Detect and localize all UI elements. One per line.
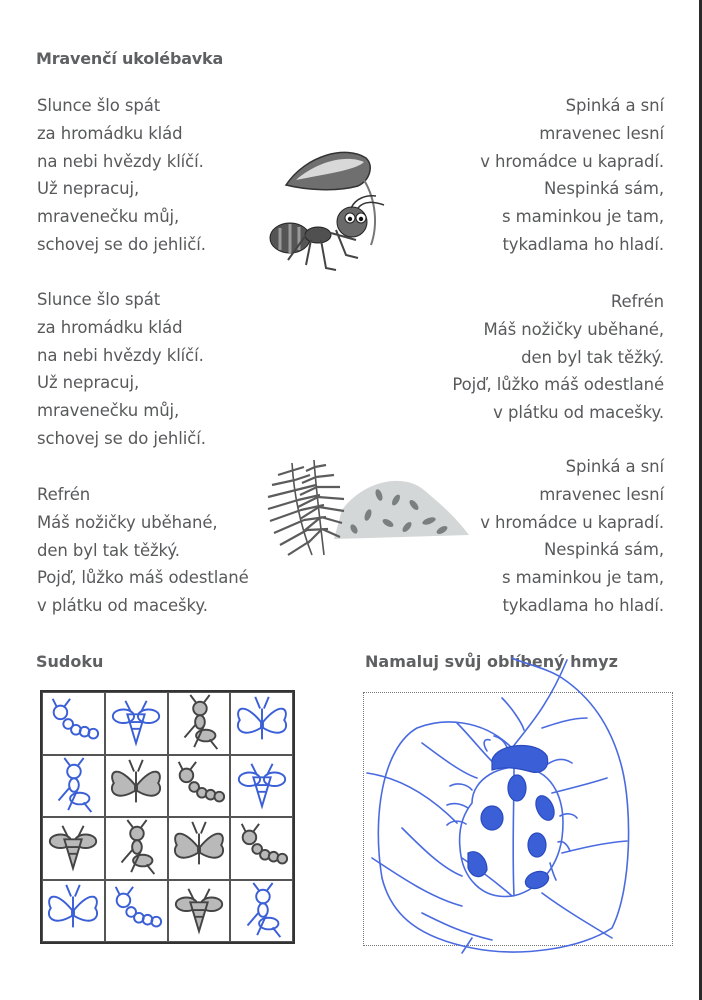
- bee-icon: [171, 883, 227, 939]
- verse-line: v plátku od macešky.: [493, 403, 664, 423]
- butterfly-icon: [234, 695, 290, 751]
- butterfly-icon: [45, 883, 101, 939]
- verse-line: Nespinká sám,: [544, 179, 664, 199]
- ant-icon: [108, 820, 164, 876]
- verse-line: Spinká a sní: [565, 457, 664, 476]
- verse-line: Máš nožičky uběhané,: [483, 319, 664, 339]
- bee-icon: [108, 695, 164, 751]
- sudoku-cell[interactable]: [230, 817, 293, 880]
- fern-anthill-illustration: [264, 455, 474, 565]
- caterpillar-icon: [45, 695, 101, 751]
- verse-line: Už nepracuj,: [37, 179, 140, 199]
- verse-line: mravenec lesní: [539, 484, 664, 504]
- verse-line: Máš nožičky uběhané,: [37, 512, 218, 532]
- verse-line: Refrén: [610, 292, 664, 311]
- stanza-left-1: [37, 92, 206, 259]
- verse-line: na nebi hvězdy klíčí.: [37, 345, 204, 365]
- stanza-right-refrain: [452, 288, 664, 427]
- verse-line: den byl tak těžký.: [37, 540, 180, 560]
- caterpillar-icon: [171, 758, 227, 814]
- sudoku-cell[interactable]: [168, 692, 231, 755]
- verse-line: Slunce šlo spát: [37, 96, 161, 115]
- verse-line: Spinká a sní: [565, 96, 664, 115]
- verse-line: s maminkou je tam,: [502, 207, 664, 227]
- verse-line: schovej se do jehličí.: [37, 234, 206, 254]
- drawing-title: Namaluj svůj oblíbený hmyz: [365, 652, 618, 671]
- sudoku-cell[interactable]: [105, 755, 168, 818]
- verse-line: Slunce šlo spát: [37, 290, 161, 309]
- verse-line: v plátku od macešky.: [37, 596, 208, 616]
- stanza-right-1: [480, 92, 664, 259]
- verse-line: Refrén: [37, 485, 91, 504]
- sudoku-cell[interactable]: [230, 755, 293, 818]
- sudoku-cell[interactable]: [168, 755, 231, 818]
- bee-icon: [45, 820, 101, 876]
- sudoku-cell[interactable]: [42, 880, 105, 943]
- verse-line: schovej se do jehličí.: [37, 428, 206, 448]
- verse-line: mravenečku můj,: [37, 401, 180, 421]
- stanza-right-2: [480, 453, 664, 620]
- verse-line: tykadlama ho hladí.: [502, 595, 664, 615]
- verse-line: den byl tak těžký.: [521, 347, 664, 367]
- sudoku-cell[interactable]: [42, 817, 105, 880]
- sudoku-cell[interactable]: [42, 692, 105, 755]
- sudoku-title: Sudoku: [36, 652, 104, 671]
- verse-line: v hromádce u kapradí.: [480, 512, 664, 532]
- ant-leaf-illustration: [266, 140, 396, 275]
- caterpillar-icon: [234, 820, 290, 876]
- verse-line: Pojď, lůžko máš odestlané: [37, 568, 249, 588]
- sudoku-cell[interactable]: [105, 880, 168, 943]
- sudoku-cell[interactable]: [105, 692, 168, 755]
- song-title: Mravenčí ukolébavka: [36, 49, 224, 68]
- verse-line: za hromádku klád: [37, 123, 183, 143]
- butterfly-icon: [171, 820, 227, 876]
- verse-line: mravenec lesní: [539, 123, 664, 143]
- sudoku-cell[interactable]: [168, 880, 231, 943]
- sudoku-cell[interactable]: [230, 880, 293, 943]
- sudoku-cell[interactable]: [42, 755, 105, 818]
- verse-line: za hromádku klád: [37, 317, 183, 337]
- verse-line: v hromádce u kapradí.: [480, 151, 664, 171]
- verse-line: Už nepracuj,: [37, 373, 140, 393]
- verse-line: Pojď, lůžko máš odestlané: [452, 375, 664, 395]
- sudoku-cell[interactable]: [230, 692, 293, 755]
- verse-line: na nebi hvězdy klíčí.: [37, 151, 204, 171]
- sudoku-cell[interactable]: [105, 817, 168, 880]
- sudoku-grid: [40, 690, 295, 944]
- ladybug-drawing: [362, 648, 662, 978]
- stanza-left-refrain: [37, 481, 249, 620]
- bee-icon: [234, 758, 290, 814]
- ant-icon: [171, 695, 227, 751]
- sudoku-cell[interactable]: [168, 817, 231, 880]
- verse-line: Nespinká sám,: [544, 540, 664, 560]
- caterpillar-icon: [108, 883, 164, 939]
- ant-icon: [234, 883, 290, 939]
- verse-line: mravenečku můj,: [37, 207, 180, 227]
- verse-line: tykadlama ho hladí.: [502, 234, 664, 254]
- ant-icon: [45, 758, 101, 814]
- stanza-left-2: [37, 286, 206, 453]
- butterfly-icon: [108, 758, 164, 814]
- verse-line: s maminkou je tam,: [502, 568, 664, 588]
